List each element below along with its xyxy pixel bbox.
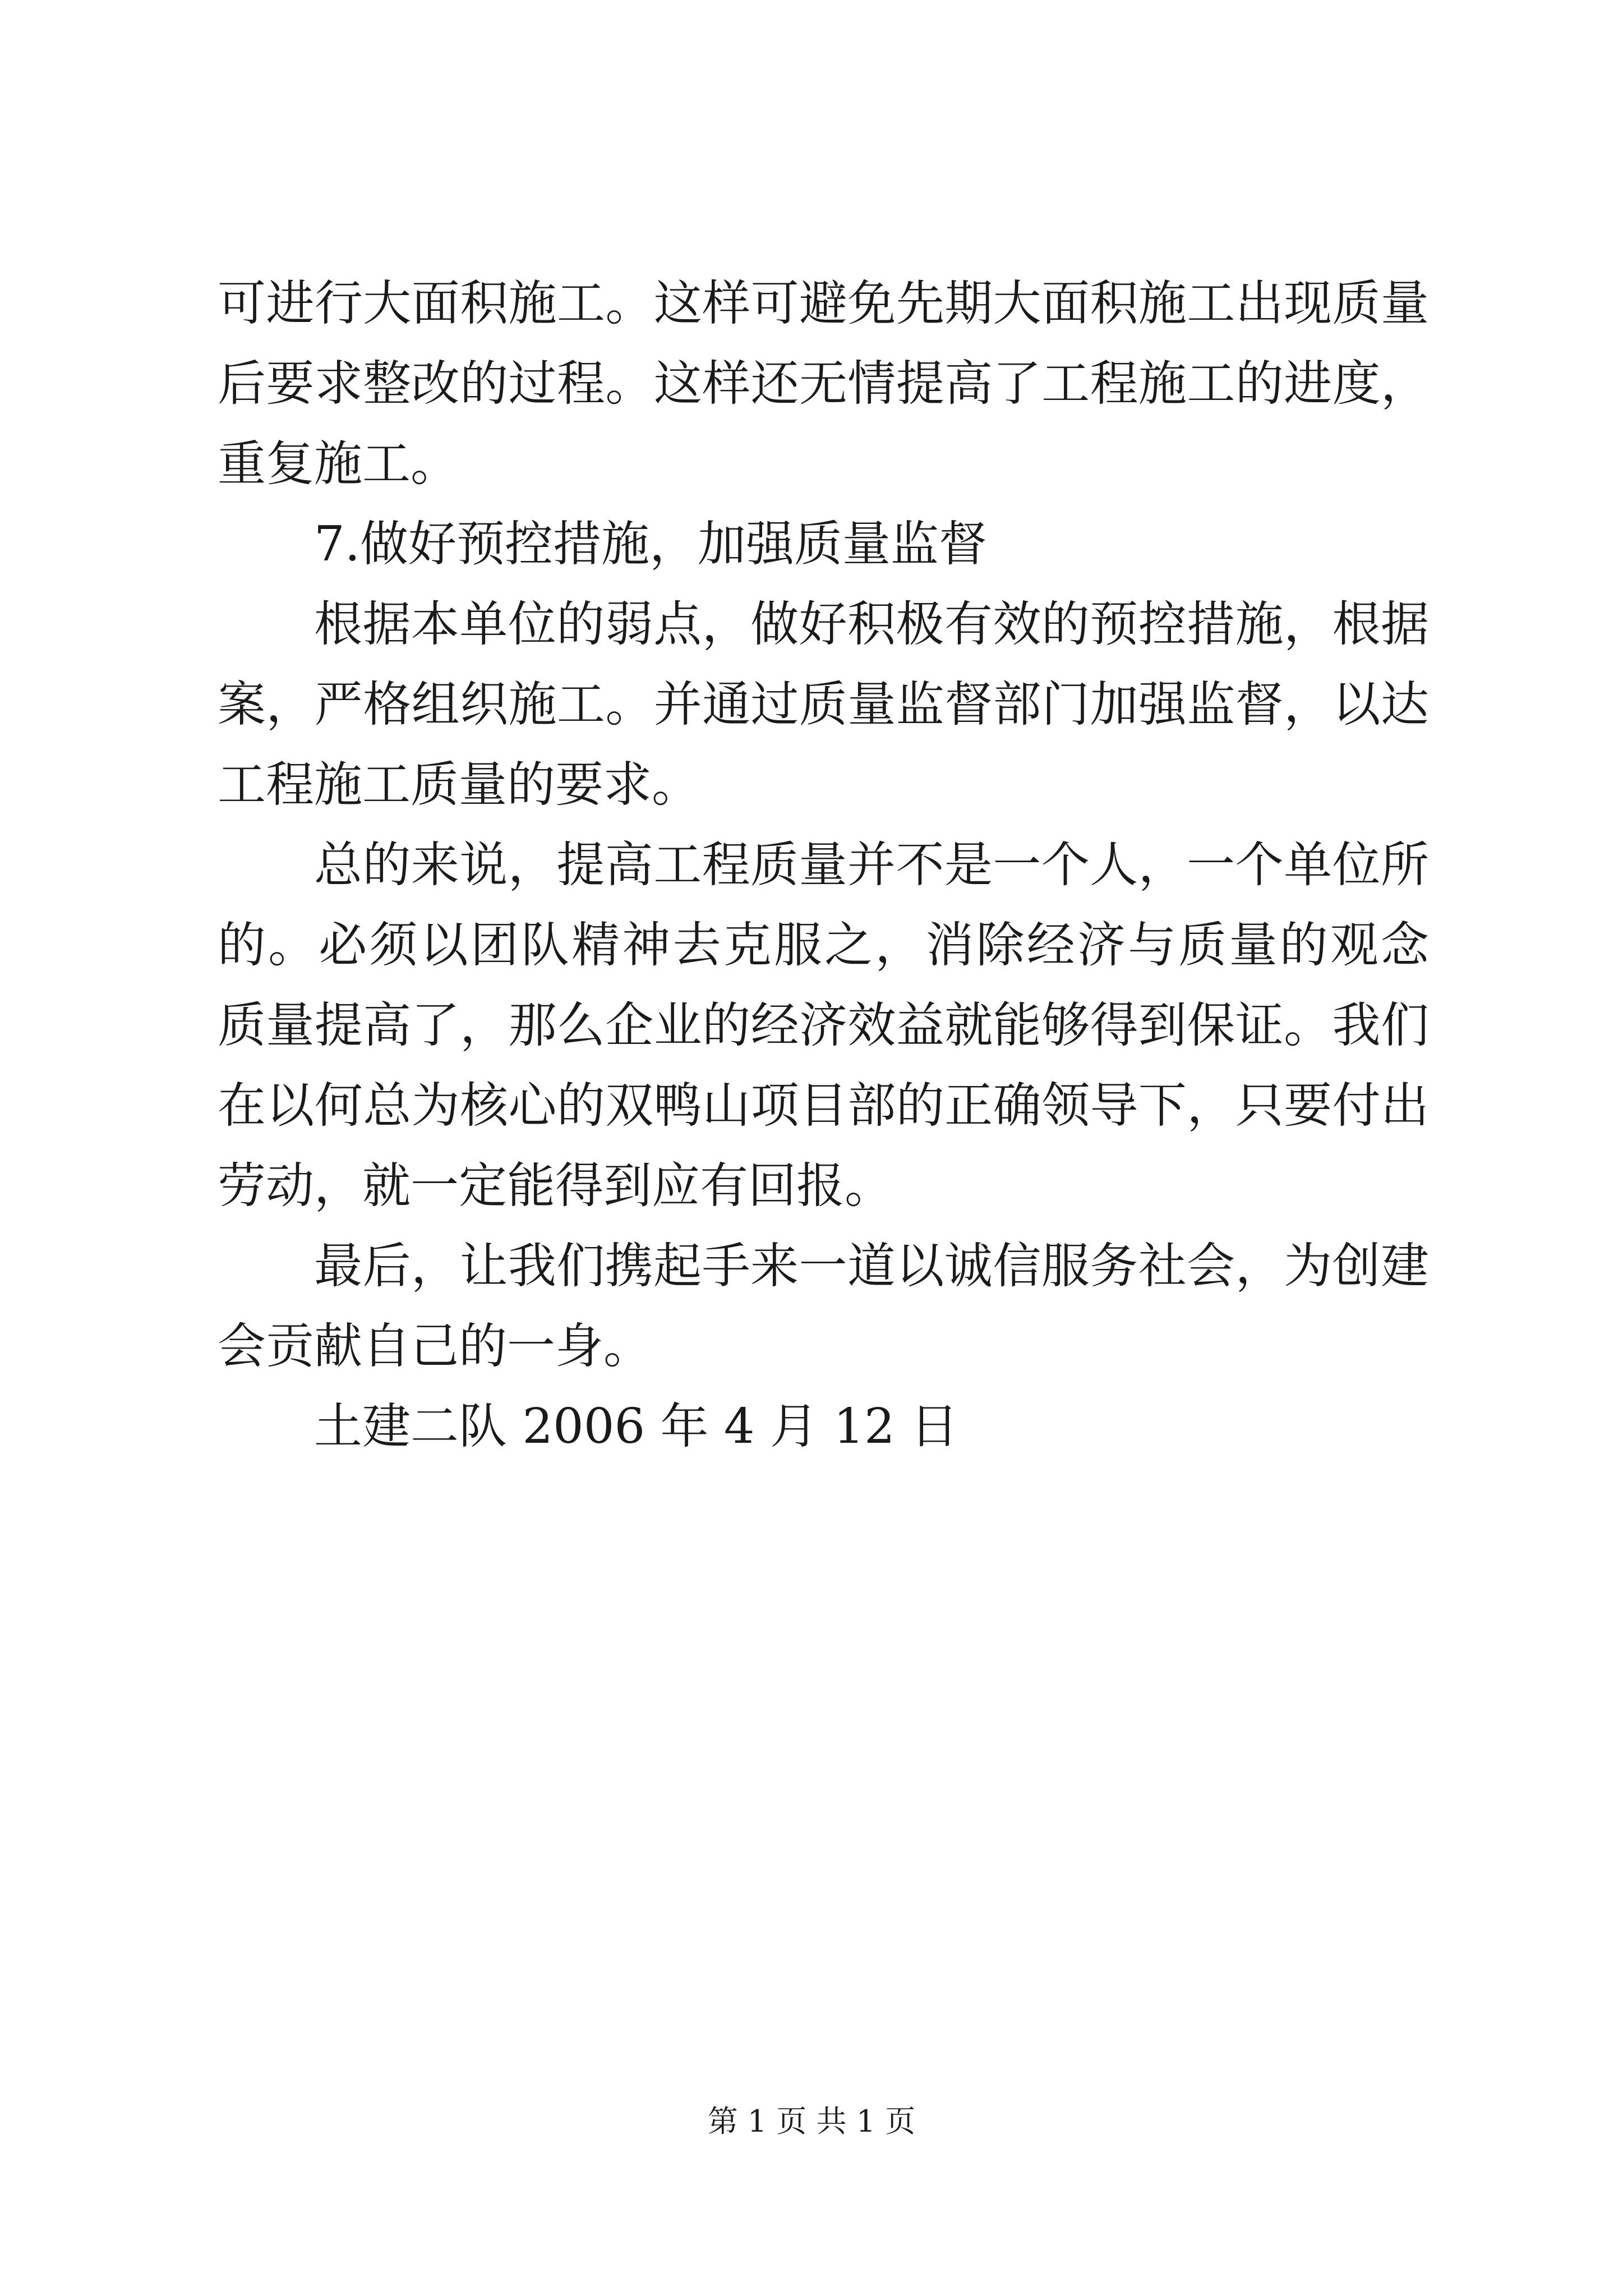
paragraph-line: 重复施工。: [218, 436, 459, 492]
paragraph-line: 案，严格组织施工。并通过质量监督部门加强监督，以达: [218, 677, 1429, 733]
paragraph-line: 工程施工质量的要求。: [218, 757, 700, 813]
paragraph-line: 可进行大面积施工。这样可避免先期大面积施工出现质量: [218, 275, 1429, 332]
paragraph-line: 总的来说，提高工程质量并不是一个人，一个单位所: [314, 837, 1429, 893]
paragraph-line: 后要求整改的过程。这样还无情提高了工程施工的进度，: [218, 356, 1429, 412]
paragraph-line: 会贡献自己的一身。: [218, 1318, 652, 1374]
paragraph-line: 劳动，就一定能得到应有回报。: [218, 1158, 893, 1214]
paragraph-line: 最后，让我们携起手来一道以诚信服务社会，为创建: [314, 1238, 1429, 1294]
paragraph-line: 的。必须以团队精神去克服之，消除经济与质量的观念: [218, 917, 1429, 973]
signature-line: 土建二队 2006 年 4 月 12 日: [314, 1398, 959, 1455]
paragraph-line: 根据本单位的弱点，做好积极有效的预控措施，根据: [314, 596, 1429, 652]
document-body: [218, 264, 1429, 1467]
page-footer: 第 1 页 共 1 页: [707, 2104, 916, 2139]
section-heading: 7.做好预控措施，加强质量监督: [314, 516, 988, 572]
paragraph-line: 质量提高了，那么企业的经济效益就能够得到保证。我们: [218, 997, 1429, 1053]
paragraph-line: 在以何总为核心的双鸭山项目部的正确领导下，只要付出: [218, 1078, 1429, 1134]
